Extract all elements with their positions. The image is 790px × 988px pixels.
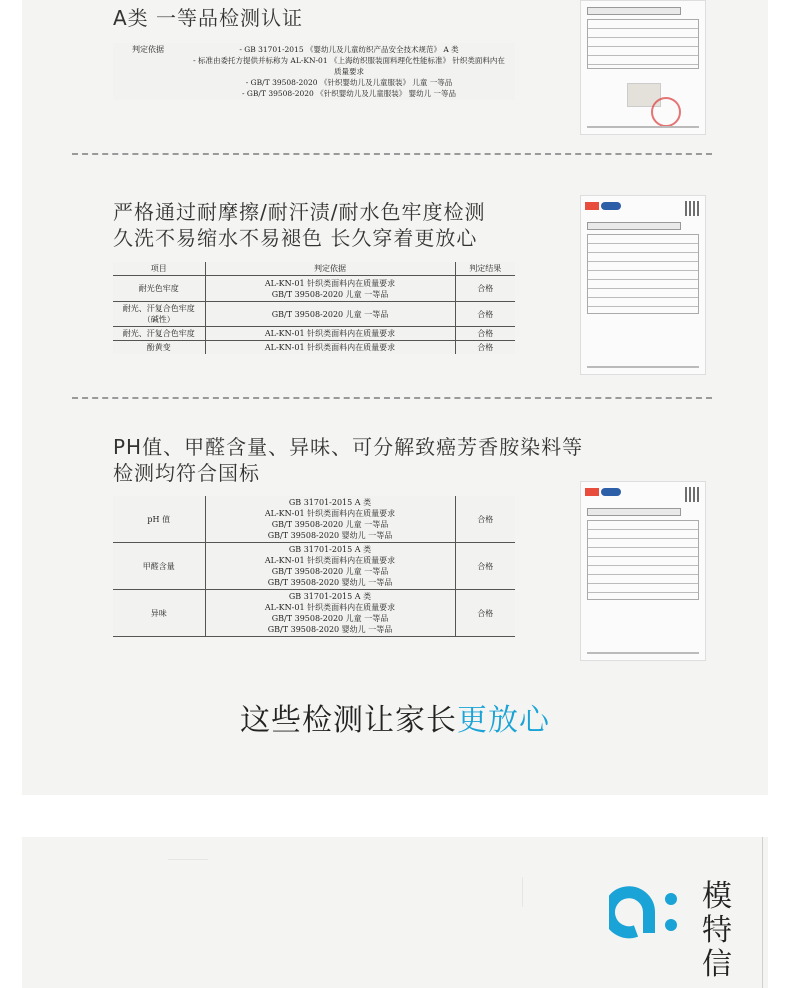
row-result: 合格 xyxy=(455,276,515,302)
tagline-prefix: 这些检测让家长 xyxy=(240,703,457,738)
brand-char: 模 xyxy=(702,879,732,914)
basis-line: AL-KN-01 针织类面料内在质量要求 xyxy=(264,603,396,612)
row-result: 合格 xyxy=(455,590,515,637)
row-item: 甲醛含量 xyxy=(113,543,205,590)
brand-name xyxy=(702,880,738,982)
basis-line: AL-KN-01 针织类面料内在质量要求 xyxy=(264,329,396,338)
basis-line: GB/T 39508-2020 儿童 一等品 xyxy=(271,520,389,529)
report-thumbnail xyxy=(580,481,706,661)
basis-line: GB 31701-2015 A 类 xyxy=(288,498,372,507)
row-result: 合格 xyxy=(455,327,515,341)
row-item: pH 值 xyxy=(113,496,205,543)
tagline-highlight: 更放心 xyxy=(457,703,550,738)
basis-line: AL-KN-01 针织类面料内在质量要求 xyxy=(264,509,396,518)
col-header-result: 判定结果 xyxy=(455,262,515,276)
row-result: 合格 xyxy=(455,302,515,327)
col-header-basis: 判定依据 xyxy=(205,262,455,276)
row-item: 耐光、汗复合色牢度（碱性） xyxy=(113,302,205,327)
dashed-divider xyxy=(72,153,712,155)
section1-table xyxy=(113,43,515,100)
section2-heading-line1: 严格通过耐摩擦/耐汗渍/耐水色牢度检测 xyxy=(113,200,486,224)
section3-heading-line1: PH值、甲醛含量、异味、可分解致癌芳香胺染料等 xyxy=(113,435,584,459)
row-basis xyxy=(205,341,455,355)
row-item: 异味 xyxy=(113,590,205,637)
dashed-divider xyxy=(72,397,712,399)
section3-heading-line2: 检测均符合国标 xyxy=(113,461,260,485)
row-basis xyxy=(205,302,455,327)
row-basis xyxy=(205,590,455,637)
row-item: 耐光色牢度 xyxy=(113,276,205,302)
row-item: 酚黄变 xyxy=(113,341,205,355)
basis-line: GB/T 39508-2020 儿童 一等品 xyxy=(271,289,389,299)
row-basis xyxy=(205,327,455,341)
brand-char: 信 xyxy=(702,947,732,982)
basis-line: AL-KN-01 针织类面料内在质量要求 xyxy=(264,278,396,288)
section3-table xyxy=(113,496,515,637)
row-result: 合格 xyxy=(455,496,515,543)
basis-line: GB/T 39508-2020 儿童 一等品 xyxy=(271,567,389,576)
basis-line: AL-KN-01 针织类面料内在质量要求 xyxy=(264,343,396,352)
basis-line: GB 31701-2015 A 类 xyxy=(288,592,372,601)
row-result: 合格 xyxy=(455,341,515,355)
report-thumbnail xyxy=(580,195,706,375)
basis-line: - GB/T 39508-2020 《针织婴幼儿及儿童服装》 婴幼儿 一等品 xyxy=(242,89,456,98)
basis-line: - 标准由委托方提供并标称为 AL-KN-01 《上海纺织服装面料理化性能标准》 针织类面料内在 xyxy=(193,56,505,65)
basis-line: 质量要求 xyxy=(334,67,364,76)
basis-line: - GB/T 39508-2020 《针织婴幼儿及儿童服装》 儿童 一等品 xyxy=(245,78,453,87)
report-thumbnail xyxy=(580,0,706,135)
basis-line: GB/T 39508-2020 儿童 一等品 xyxy=(271,309,389,319)
brand-char: 特 xyxy=(702,913,732,948)
basis-line: AL-KN-01 针织类面料内在质量要求 xyxy=(264,556,396,565)
row-item: 耐光、汗复合色牢度 xyxy=(113,327,205,341)
basis-list xyxy=(183,43,515,100)
basis-label: 判定依据 xyxy=(132,45,164,54)
col-header-item: 项目 xyxy=(113,262,205,276)
basis-line: - GB 31701-2015 《婴幼儿及儿童纺织产品安全技术规范》 A 类 xyxy=(239,45,459,54)
basis-line: GB/T 39508-2020 婴幼儿 一等品 xyxy=(267,625,393,634)
basis-line: GB/T 39508-2020 婴幼儿 一等品 xyxy=(267,578,393,587)
row-basis xyxy=(205,276,455,302)
section2-heading-line2: 久洗不易缩水不易褪色 长久穿着更放心 xyxy=(113,226,478,250)
section1-heading: A类 一等品检测认证 xyxy=(113,6,304,30)
brand-logo-icon xyxy=(609,885,681,939)
row-basis xyxy=(205,496,455,543)
section2-table xyxy=(113,262,515,354)
basis-line: GB 31701-2015 A 类 xyxy=(288,545,372,554)
basis-line: GB/T 39508-2020 婴幼儿 一等品 xyxy=(267,531,393,540)
row-basis xyxy=(205,543,455,590)
tagline xyxy=(0,701,790,741)
basis-line: GB/T 39508-2020 儿童 一等品 xyxy=(271,614,389,623)
row-result: 合格 xyxy=(455,543,515,590)
